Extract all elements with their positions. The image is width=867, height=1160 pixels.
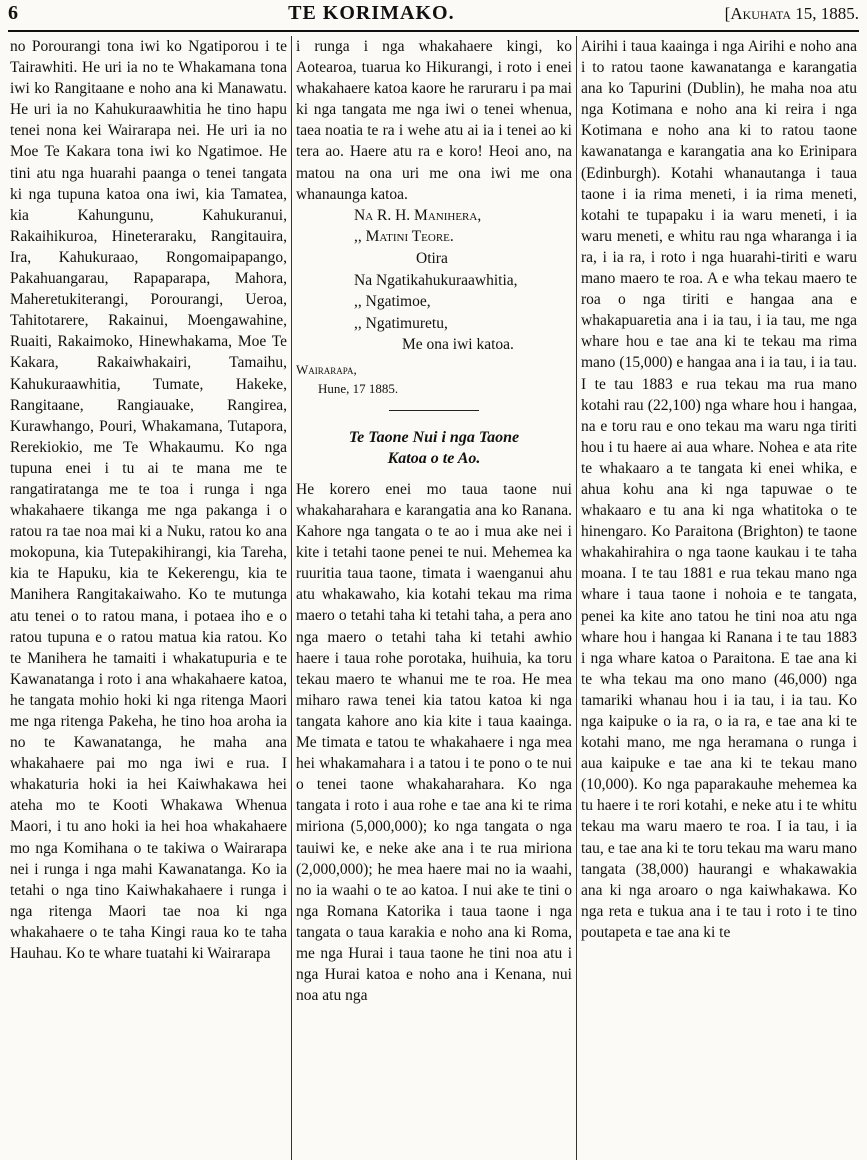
letter-date: Hune, 17 1885. bbox=[318, 380, 399, 396]
page-header bbox=[8, 0, 859, 32]
columns bbox=[6, 36, 861, 1160]
signature-line: ,, Ngatimoe, bbox=[354, 293, 431, 311]
place-name: Wairarapa, bbox=[296, 361, 357, 377]
dateline-block bbox=[296, 360, 572, 398]
signature-line: Me ona iwi katoa. bbox=[402, 336, 514, 354]
masthead-title: TE KORIMAKO. bbox=[288, 2, 455, 24]
signature-line: ,, Matini Teore. bbox=[354, 228, 454, 246]
column-1 bbox=[6, 36, 291, 1160]
page-number: 6 bbox=[8, 2, 18, 24]
column-2 bbox=[291, 36, 576, 1160]
signature-line: ,, Ngatimuretu, bbox=[354, 314, 448, 332]
column-1-text: no Porourangi tona iwi ko Ngatiporou i te Tairawhiti. He uri ia no te Whakamana tona iwi ko Rangitaane e noho ana ki Manawatu. He uri ia no Kahukuraawhitia he tino hapu tenei nona kei Wairarapa nei. He uri ia no Moe Te Kakara tona iwi ko Ngatimoe. He tini atu nga huarahi paanga o tenei tangata ki nga tupuna katoa ona iwi, kia Tamatea, kia Kahungunu, Kahukuranui, Rakaihikuroa, Hineteraraku, Rangitauira, Ira, Kahukuraao, Rongomaipapango, Pakahuangarau, Rapaparapa, Mahora, Maheretukiterangi, Porourangi, Ueroa, Tahitotarere, Rakainui, Moengawahine, Ruaiti, Rakaimoko, Hinewhakama, Moe Te Kakara, Rakaiwhakairi, Tamaihu, Kahukuraawhitia, Tumate, Hakeke, Rangitaane, Rangiauake, Rangirea, Kurawhango, Pouri, Whakamana, Tutapora, Rerekiokio, me Te Whakaumu. Ko nga tupuna enei i tu ai te mana me te rangatiratanga me te toa i runga i nga whakahaere tikanga me nga pakanga i o ratou ra tae noa mai ki a Nuku, ratou ko ana mokopuna, kia Tutepakihirangi, kia Tareha, kia te Hapuku, kia te Kekerengu, kia te Manihera Rangitakaiwaho. Ko te mutunga atu tenei o to ratou mana, i potaea iho e o ratou tupuna e o ratou matua kia ratou. Ko te Manihera he tamaiti i whakatupuria e te Kawanatanga i roto i ana whakahaere katoa, he tangata mohio hoki ki nga ritenga Maori me nga ritenga Pakeha, he tino hoa aroha ia no te Kawanatanga, he maha ana whakahaere pai mo nga iwi e rua. I whakaturia hoki ia hei Kaiwhakawa hei ateha mo te Kooti Whakawa Whenua Maori, i tu ano hoki ia hei hoa whakahaere mo nga Komihana o te takiwa o Wairarapa nei i runga i nga mahi Kawanatanga. Ko ia tetahi o nga tino Kaiwhakahaere i runga i nga ritenga Maori tae noa ki nga whakahaere o te taha Kingi raua ko te taha Hauhau. Ko te whare tuatahi ki Wairarapa bbox=[10, 38, 287, 963]
signature-block bbox=[296, 205, 572, 356]
article-title bbox=[296, 427, 572, 469]
issue-date: [Akuhata 15, 1885. bbox=[724, 4, 859, 23]
article-text: He korero enei mo taua taone nui whakaharahara e karangatia ana ko Ranana. Kahore nga tangata o te ao i mua ake nei i kite i tetahi taone penei te nui. Mehemea ka ruuritia taua taone, timata i waenganui ahu atu whakawaho, kia kotahi tekau ma rima maero o tetahi taha ki tetahi taha, a pera ano nga maero o tetahi taha ki tetahi awhio haere i taua rohe porotaka, huihuia, ka toru tekau maero te whanui me te roa. He mea miharo rawa tenei kia tatou katoa ki nga tangata kahore ano kia kite i taua kaainga. Me timata e tatou te whakahaere i nga mea hei whakamahara i a tatou i te pono o te nui o tenei taone whakaharahara. Ko nga tangata i roto i aua rohe e tae ana ki te rima miriona (5,000,000); ko nga tangata o nga tauiwi ke, e neke ake ana i te rua miriona (2,000,000); he mea haere mai no ia waahi, no ia waahi o te ao katoa. I nui ake te tini o nga Romana Katorika i taua taone i nga tangata o taua karakia e noho ana ki Roma, me nga Hurai i taua taone he tini noa atu i nga Hurai katoa e noho ana i Kenana, nui noa atu nga bbox=[296, 480, 572, 1005]
article-title-line: Te Taone Nui i nga Taone bbox=[348, 428, 520, 446]
signature-line: Na Ngatikahukuraawhitia, bbox=[354, 271, 518, 289]
signature-line: Na R. H. Manihera, bbox=[354, 206, 482, 224]
article-title-line: Katoa o te Ao. bbox=[387, 449, 481, 467]
column-3 bbox=[576, 36, 861, 1160]
column-3-text: Airihi i taua kaainga i nga Airihi e noho ana i to ratou taone kawanatanga e karangatia ana ko Tapurini (Dublin), he maha noa atu nga Kotimana e noho ana ki reira i nga Kotimana e noho ana ki to ratou taone kawanatanga e karangatia ana ko Erinipara (Edinburgh). Kotahi whanautanga i taua taone i ia rima meneti, i ia rima meneti, kotahi te tupapaku i ia waru meneti, i ia waru meneti, e whitu rau nga wharanga i ia ra, i ia ra, i roto i nga huarahi-tiriti e waru mano maero te roa. A e wha tekau maero te roa o nga tiriti e hangaa ana e whakapuaretia ana i ia tau, i ia tau, me nga whare hou e tae ana ki te tekau ma rima mano (15,000) e hangaa ana i ia tau, i ia tau. I te tau 1883 e rua tekau ma rua mano kotahi rau (22,100) nga whare hou i hangaa, na e toru rau e ono tekau ma waru nga tiriti hou i tu haere ai aua whare. Nohea e ata rite te whakaaro a te tangata ki enei whika, e ahua kohu ana ki nga tapuwae o te whakaaro e tu ana ki nga whatitoka o te hinengaro. Ko Paraitona (Brighton) te taone whakahirahira o nga taone kaukau i te taha moana. I te tau 1881 e rua tekau mano nga whare i taua taone i nohoia e te tangata, penei ka kite ano tatou he tini noa atu nga whare hou i hangaa ki Ranana i te tau 1883 i nga whare katoa o Paraitona. E tae ana ki te wha tekau ma ono mano (46,000) nga tamariki whanau hou i ia tau, i ia tau. Ko nga kaipuke o ia ra, o ia ra, e tae ana ki te kotahi mano, me nga heramana o runga i aua kaipuke e tae ana ki te tekau mano (10,000). Ko nga paparakauhe mehemea ka tu haere i te rori kotahi, e neke atu i te whitu tekau ma waru maero te roa. I ia tau, i ia tau, e tae ana ki te toru tekau ma waru mano tangata (38,000) haurangi e whakawakia ana ki nga aroaro o nga kaiwhakawa. Ko nga reta e tukua ana i te tau i roto i te tino poutapeta e tae ana ki te bbox=[581, 38, 857, 941]
section-divider bbox=[389, 410, 479, 411]
column-2-text: i runga i nga whakahaere kingi, ko Aotearoa, tuarua ko Hikurangi, i roto i enei whakahaere katoa kaore he raruraru i pa mai ki nga tangata me nga iwi o tenei whenua, taea noatia te ra i wehe atu ai ia i tenei ao ki tera ao. Haere atu ra e koro! Heoi ano, na matou na ona uri me ona iwi me ona whanaunga katoa. bbox=[296, 38, 572, 203]
signature-line: Otira bbox=[416, 249, 448, 267]
